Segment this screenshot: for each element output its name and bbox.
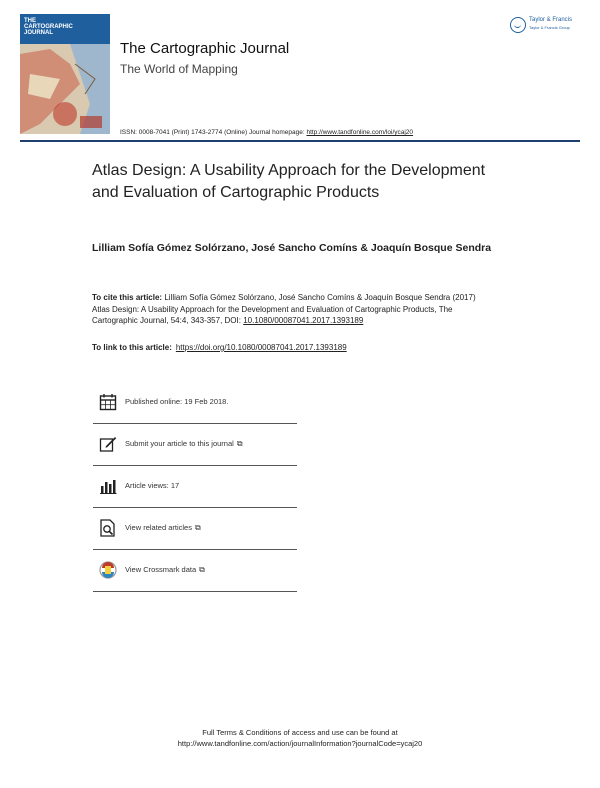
cite-doi-link[interactable]: 10.1080/00087041.2017.1393189 <box>243 316 364 325</box>
cover-title-line1: THE <box>24 18 36 24</box>
external-link-icon: ⧉ <box>236 439 243 448</box>
submit-article-box[interactable] <box>93 423 297 466</box>
journal-homepage-link[interactable]: http://www.tandfonline.com/loi/ycaj20 <box>306 129 414 136</box>
external-link-icon: ⧉ <box>199 565 205 574</box>
article-doi-link[interactable]: https://doi.org/10.1080/00087041.2017.1393189 <box>175 343 347 352</box>
cover-title-line2: CARTOGRAPHIC <box>24 24 73 30</box>
cover-map-illustration <box>20 44 110 134</box>
issn-text: ISSN: 0008-7041 (Print) 1743-2774 (Online) Journal homepage: <box>120 129 307 136</box>
journal-name: The Cartographic Journal <box>120 40 290 57</box>
cite-label: To cite this article: <box>92 293 163 302</box>
article-link-line <box>92 343 512 352</box>
citation-block <box>92 292 492 327</box>
article-authors: Lilliam Sofía Gómez Solórzano, José Sancho Comíns & Joaquín Bosque Sendra <box>92 242 492 254</box>
related-articles-icon <box>99 519 117 537</box>
publisher-logo <box>510 15 582 37</box>
cite-text: Lilliam Sofía Gómez Solórzano, José Sancho Comíns & Joaquín Bosque Sendra (2017) Atlas Design: A Usability Approach for the Development and Evaluation of Cartographic Products, The Cartographic Journal, 54:4, 343-357, DOI: <box>92 293 476 325</box>
article-views-box <box>93 465 297 508</box>
footer-line1: Full Terms & Conditions of access and use can be found at <box>202 728 398 737</box>
related-articles-link[interactable]: View related articles <box>125 523 192 532</box>
journal-subtitle: The World of Mapping <box>120 62 238 76</box>
publisher-name: Taylor & Francis <box>529 17 573 23</box>
calendar-icon <box>99 393 117 411</box>
related-articles-box[interactable] <box>93 507 297 550</box>
journal-cover-image <box>20 14 110 134</box>
cover-title-line3: JOURNAL <box>24 30 54 36</box>
article-views-text: Article views: 17 <box>125 481 180 490</box>
crossmark-link[interactable]: View Crossmark data <box>125 565 197 574</box>
external-link-icon: ⧉ <box>194 523 201 532</box>
publisher-logo-icon <box>510 17 526 33</box>
link-label: To link to this article: <box>92 343 172 352</box>
footer-terms-link[interactable]: http://www.tandfonline.com/action/journalInformation?journalCode=ycaj20 <box>177 739 423 748</box>
header-divider <box>20 140 580 142</box>
issn-line <box>120 129 413 136</box>
crossmark-box[interactable] <box>93 549 297 592</box>
edit-icon <box>99 435 117 453</box>
bar-chart-icon <box>99 477 117 495</box>
terms-footer <box>100 727 500 749</box>
crossmark-icon <box>99 561 117 579</box>
submit-article-link[interactable]: Submit your article to this journal <box>125 439 234 448</box>
publisher-group: Taylor & Francis Group <box>529 25 570 30</box>
published-online-box <box>93 381 297 424</box>
article-title: Atlas Design: A Usability Approach for the Development and Evaluation of Cartographic Products <box>92 162 486 201</box>
published-online-text: Published online: 19 Feb 2018. <box>125 397 229 406</box>
